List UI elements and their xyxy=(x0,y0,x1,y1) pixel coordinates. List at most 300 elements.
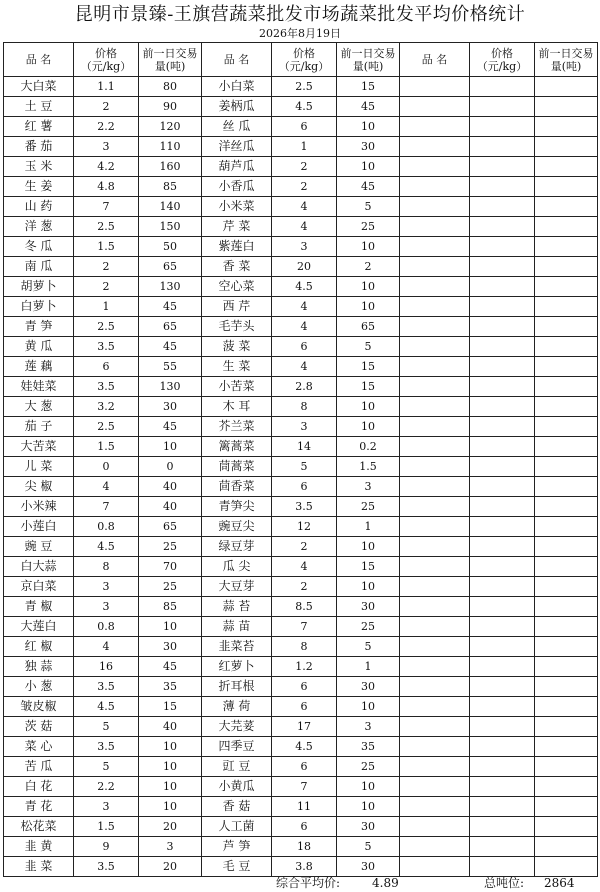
empty-cell xyxy=(535,137,598,157)
cell-volume: 140 xyxy=(139,197,202,217)
table-row xyxy=(4,117,598,137)
cell-volume: 25 xyxy=(337,217,400,237)
cell-volume: 10 xyxy=(337,777,400,797)
table-row xyxy=(4,317,598,337)
cell-price: 3.5 xyxy=(74,677,139,697)
header-volume-2: 前一日交易量(吨) xyxy=(337,43,400,77)
cell-price: 5 xyxy=(74,757,139,777)
table-row xyxy=(4,357,598,377)
cell-name: 小米菜 xyxy=(202,197,272,217)
table-row xyxy=(4,517,598,537)
cell-volume: 2 xyxy=(337,257,400,277)
table-row xyxy=(4,537,598,557)
cell-price: 7 xyxy=(74,497,139,517)
cell-price: 1.5 xyxy=(74,237,139,257)
cell-price: 3 xyxy=(272,237,337,257)
empty-cell xyxy=(470,517,535,537)
cell-price: 2.2 xyxy=(74,117,139,137)
cell-volume: 10 xyxy=(139,617,202,637)
empty-cell xyxy=(535,237,598,257)
empty-cell xyxy=(535,757,598,777)
empty-cell xyxy=(400,737,470,757)
table-row xyxy=(4,857,598,877)
cell-price: 0.8 xyxy=(74,617,139,637)
cell-price: 3.5 xyxy=(74,337,139,357)
empty-cell xyxy=(535,597,598,617)
empty-cell xyxy=(400,117,470,137)
cell-price: 3 xyxy=(74,137,139,157)
empty-cell xyxy=(535,577,598,597)
cell-name: 红萝卜 xyxy=(202,657,272,677)
empty-cell xyxy=(535,377,598,397)
table-row xyxy=(4,797,598,817)
empty-cell xyxy=(400,157,470,177)
empty-cell xyxy=(400,657,470,677)
cell-name: 菜 心 xyxy=(4,737,74,757)
cell-name: 人工菌 xyxy=(202,817,272,837)
cell-price: 12 xyxy=(272,517,337,537)
cell-volume: 40 xyxy=(139,717,202,737)
cell-price: 7 xyxy=(74,197,139,217)
cell-name: 大莲白 xyxy=(4,617,74,637)
table-row xyxy=(4,297,598,317)
empty-cell xyxy=(400,177,470,197)
cell-price: 8 xyxy=(272,637,337,657)
cell-price: 3 xyxy=(74,597,139,617)
empty-cell xyxy=(470,717,535,737)
table-body xyxy=(4,77,598,877)
cell-price: 6 xyxy=(272,477,337,497)
table-row xyxy=(4,397,598,417)
cell-price: 0.8 xyxy=(74,517,139,537)
cell-name: 生 菜 xyxy=(202,357,272,377)
empty-cell xyxy=(400,137,470,157)
cell-volume: 15 xyxy=(337,377,400,397)
cell-volume: 10 xyxy=(337,297,400,317)
cell-price: 5 xyxy=(74,717,139,737)
cell-price: 2 xyxy=(272,537,337,557)
cell-volume: 85 xyxy=(139,177,202,197)
cell-price: 6 xyxy=(272,757,337,777)
cell-volume: 55 xyxy=(139,357,202,377)
cell-price: 1.5 xyxy=(74,817,139,837)
table-row xyxy=(4,577,598,597)
total-tonnage-label: 总吨位: xyxy=(484,876,525,890)
header-name-3: 品 名 xyxy=(400,43,470,77)
empty-cell xyxy=(400,337,470,357)
cell-volume: 15 xyxy=(337,77,400,97)
cell-volume: 25 xyxy=(337,757,400,777)
cell-volume: 5 xyxy=(337,197,400,217)
cell-name: 白 花 xyxy=(4,777,74,797)
cell-price: 3.2 xyxy=(74,397,139,417)
empty-cell xyxy=(535,797,598,817)
cell-volume: 5 xyxy=(337,337,400,357)
cell-volume: 10 xyxy=(139,777,202,797)
empty-cell xyxy=(400,777,470,797)
cell-price: 4 xyxy=(272,197,337,217)
average-price-value: 4.89 xyxy=(372,876,399,890)
cell-name: 小 葱 xyxy=(4,677,74,697)
cell-volume: 3 xyxy=(337,717,400,737)
cell-name: 山 药 xyxy=(4,197,74,217)
cell-volume: 0 xyxy=(139,457,202,477)
cell-price: 6 xyxy=(272,817,337,837)
empty-cell xyxy=(535,297,598,317)
empty-cell xyxy=(535,837,598,857)
empty-cell xyxy=(400,217,470,237)
cell-name: 毛 豆 xyxy=(202,857,272,877)
cell-volume: 10 xyxy=(139,797,202,817)
price-table xyxy=(3,42,598,877)
cell-price: 2.8 xyxy=(272,377,337,397)
table-row xyxy=(4,217,598,237)
cell-name: 胡萝卜 xyxy=(4,277,74,297)
empty-cell xyxy=(400,97,470,117)
cell-volume: 30 xyxy=(337,677,400,697)
cell-name: 毛芋头 xyxy=(202,317,272,337)
cell-name: 韭 菜 xyxy=(4,857,74,877)
cell-volume: 10 xyxy=(337,117,400,137)
empty-cell xyxy=(535,77,598,97)
cell-name: 尖 椒 xyxy=(4,477,74,497)
cell-price: 6 xyxy=(272,337,337,357)
cell-price: 20 xyxy=(272,257,337,277)
cell-price: 17 xyxy=(272,717,337,737)
cell-volume: 70 xyxy=(139,557,202,577)
empty-cell xyxy=(470,277,535,297)
cell-price: 1.2 xyxy=(272,657,337,677)
empty-cell xyxy=(400,817,470,837)
cell-price: 2 xyxy=(272,577,337,597)
cell-name: 土 豆 xyxy=(4,97,74,117)
table-row xyxy=(4,697,598,717)
empty-cell xyxy=(535,117,598,137)
empty-cell xyxy=(400,77,470,97)
cell-price: 2 xyxy=(74,277,139,297)
cell-name: 南 瓜 xyxy=(4,257,74,277)
cell-name: 大 葱 xyxy=(4,397,74,417)
cell-price: 3.5 xyxy=(272,497,337,517)
cell-name: 豌 豆 xyxy=(4,537,74,557)
cell-price: 3 xyxy=(272,417,337,437)
cell-volume: 15 xyxy=(337,357,400,377)
cell-volume: 65 xyxy=(337,317,400,337)
cell-name: 番 茄 xyxy=(4,137,74,157)
cell-price: 4.5 xyxy=(74,537,139,557)
cell-price: 4.5 xyxy=(272,277,337,297)
cell-name: 松花菜 xyxy=(4,817,74,837)
empty-cell xyxy=(400,577,470,597)
cell-price: 4.8 xyxy=(74,177,139,197)
empty-cell xyxy=(535,357,598,377)
cell-volume: 130 xyxy=(139,277,202,297)
cell-volume: 10 xyxy=(337,157,400,177)
cell-volume: 30 xyxy=(337,857,400,877)
empty-cell xyxy=(470,657,535,677)
cell-name: 姜柄瓜 xyxy=(202,97,272,117)
cell-name: 黄 瓜 xyxy=(4,337,74,357)
empty-cell xyxy=(400,317,470,337)
cell-name: 娃娃菜 xyxy=(4,377,74,397)
cell-name: 韭 黄 xyxy=(4,837,74,857)
cell-name: 生 姜 xyxy=(4,177,74,197)
table-row xyxy=(4,497,598,517)
empty-cell xyxy=(470,337,535,357)
empty-cell xyxy=(535,557,598,577)
header-name-2: 品 名 xyxy=(202,43,272,77)
cell-volume: 25 xyxy=(139,577,202,597)
table-row xyxy=(4,337,598,357)
empty-cell xyxy=(535,677,598,697)
empty-cell xyxy=(535,417,598,437)
cell-price: 4.2 xyxy=(74,157,139,177)
cell-price: 3.5 xyxy=(74,857,139,877)
cell-name: 丝 瓜 xyxy=(202,117,272,137)
cell-name: 冬 瓜 xyxy=(4,237,74,257)
table-row xyxy=(4,597,598,617)
cell-volume: 45 xyxy=(139,417,202,437)
empty-cell xyxy=(400,677,470,697)
cell-volume: 5 xyxy=(337,837,400,857)
empty-cell xyxy=(470,637,535,657)
empty-cell xyxy=(400,357,470,377)
table-row xyxy=(4,237,598,257)
cell-volume: 30 xyxy=(337,817,400,837)
cell-volume: 45 xyxy=(337,177,400,197)
cell-price: 11 xyxy=(272,797,337,817)
empty-cell xyxy=(535,177,598,197)
cell-name: 小黄瓜 xyxy=(202,777,272,797)
cell-price: 2 xyxy=(272,157,337,177)
cell-price: 6 xyxy=(272,697,337,717)
cell-price: 4 xyxy=(272,217,337,237)
cell-price: 2 xyxy=(74,97,139,117)
cell-price: 4 xyxy=(272,297,337,317)
empty-cell xyxy=(400,477,470,497)
table-row xyxy=(4,157,598,177)
empty-cell xyxy=(470,817,535,837)
cell-price: 18 xyxy=(272,837,337,857)
cell-volume: 130 xyxy=(139,377,202,397)
empty-cell xyxy=(400,397,470,417)
cell-name: 芦 笋 xyxy=(202,837,272,857)
empty-cell xyxy=(400,597,470,617)
cell-name: 玉 米 xyxy=(4,157,74,177)
cell-name: 蒜 苗 xyxy=(202,617,272,637)
cell-volume: 3 xyxy=(139,837,202,857)
cell-volume: 160 xyxy=(139,157,202,177)
table-row xyxy=(4,97,598,117)
empty-cell xyxy=(470,797,535,817)
empty-cell xyxy=(470,357,535,377)
table-row xyxy=(4,177,598,197)
header-volume-1: 前一日交易量(吨) xyxy=(139,43,202,77)
cell-price: 1.1 xyxy=(74,77,139,97)
cell-name: 韭菜苔 xyxy=(202,637,272,657)
table-row xyxy=(4,457,598,477)
empty-cell xyxy=(400,457,470,477)
empty-cell xyxy=(470,617,535,637)
cell-price: 4 xyxy=(74,477,139,497)
cell-name: 白萝卜 xyxy=(4,297,74,317)
cell-name: 茨 菇 xyxy=(4,717,74,737)
empty-cell xyxy=(470,597,535,617)
empty-cell xyxy=(400,257,470,277)
cell-name: 绿豆芽 xyxy=(202,537,272,557)
cell-name: 红 薯 xyxy=(4,117,74,137)
table-row xyxy=(4,477,598,497)
cell-name: 青 笋 xyxy=(4,317,74,337)
cell-name: 芹 菜 xyxy=(202,217,272,237)
cell-price: 2.5 xyxy=(74,417,139,437)
cell-price: 3 xyxy=(74,577,139,597)
cell-name: 折耳根 xyxy=(202,677,272,697)
cell-name: 小米辣 xyxy=(4,497,74,517)
cell-name: 青笋尖 xyxy=(202,497,272,517)
empty-cell xyxy=(470,837,535,857)
cell-name: 紫莲白 xyxy=(202,237,272,257)
cell-price: 4.5 xyxy=(74,697,139,717)
empty-cell xyxy=(400,417,470,437)
cell-price: 0 xyxy=(74,457,139,477)
empty-cell xyxy=(400,537,470,557)
table-row xyxy=(4,617,598,637)
cell-price: 1 xyxy=(272,137,337,157)
empty-cell xyxy=(400,557,470,577)
cell-name: 白大蒜 xyxy=(4,557,74,577)
empty-cell xyxy=(535,637,598,657)
cell-price: 4 xyxy=(272,317,337,337)
empty-cell xyxy=(400,637,470,657)
cell-volume: 15 xyxy=(139,697,202,717)
cell-name: 薄 荷 xyxy=(202,697,272,717)
cell-name: 菠 菜 xyxy=(202,337,272,357)
empty-cell xyxy=(470,457,535,477)
empty-cell xyxy=(535,657,598,677)
empty-cell xyxy=(470,757,535,777)
table-row xyxy=(4,77,598,97)
cell-volume: 10 xyxy=(337,797,400,817)
table-row xyxy=(4,657,598,677)
cell-price: 8 xyxy=(272,397,337,417)
cell-volume: 10 xyxy=(139,737,202,757)
empty-cell xyxy=(470,177,535,197)
cell-volume: 110 xyxy=(139,137,202,157)
empty-cell xyxy=(470,737,535,757)
table-row xyxy=(4,837,598,857)
empty-cell xyxy=(535,457,598,477)
empty-cell xyxy=(470,317,535,337)
table-row xyxy=(4,277,598,297)
empty-cell xyxy=(535,337,598,357)
empty-cell xyxy=(470,157,535,177)
empty-cell xyxy=(470,77,535,97)
empty-cell xyxy=(535,537,598,557)
empty-cell xyxy=(470,217,535,237)
cell-volume: 5 xyxy=(337,637,400,657)
cell-price: 7 xyxy=(272,617,337,637)
empty-cell xyxy=(470,497,535,517)
empty-cell xyxy=(470,557,535,577)
cell-volume: 30 xyxy=(337,137,400,157)
empty-cell xyxy=(470,697,535,717)
table-row xyxy=(4,677,598,697)
empty-cell xyxy=(535,697,598,717)
empty-cell xyxy=(535,717,598,737)
empty-cell xyxy=(535,817,598,837)
empty-cell xyxy=(470,777,535,797)
cell-name: 莲 藕 xyxy=(4,357,74,377)
table-row xyxy=(4,717,598,737)
cell-volume: 35 xyxy=(337,737,400,757)
table-row xyxy=(4,777,598,797)
empty-cell xyxy=(535,397,598,417)
cell-volume: 90 xyxy=(139,97,202,117)
cell-name: 芥兰菜 xyxy=(202,417,272,437)
cell-name: 独 蒜 xyxy=(4,657,74,677)
cell-price: 2.5 xyxy=(74,317,139,337)
header-volume-3: 前一日交易量(吨) xyxy=(535,43,598,77)
empty-cell xyxy=(400,857,470,877)
empty-cell xyxy=(470,377,535,397)
empty-cell xyxy=(535,857,598,877)
cell-name: 苦 瓜 xyxy=(4,757,74,777)
cell-price: 2.2 xyxy=(74,777,139,797)
empty-cell xyxy=(470,297,535,317)
cell-volume: 1.5 xyxy=(337,457,400,477)
cell-price: 4 xyxy=(74,637,139,657)
cell-price: 4.5 xyxy=(272,97,337,117)
cell-name: 皱皮椒 xyxy=(4,697,74,717)
table-row xyxy=(4,557,598,577)
cell-volume: 45 xyxy=(139,337,202,357)
cell-volume: 10 xyxy=(337,397,400,417)
cell-name: 大豆芽 xyxy=(202,577,272,597)
table-row xyxy=(4,377,598,397)
cell-name: 洋 葱 xyxy=(4,217,74,237)
cell-volume: 10 xyxy=(139,437,202,457)
empty-cell xyxy=(400,297,470,317)
empty-cell xyxy=(400,277,470,297)
cell-price: 4.5 xyxy=(272,737,337,757)
cell-volume: 1 xyxy=(337,517,400,537)
empty-cell xyxy=(470,257,535,277)
empty-cell xyxy=(535,477,598,497)
cell-price: 6 xyxy=(74,357,139,377)
cell-name: 小莲白 xyxy=(4,517,74,537)
cell-volume: 45 xyxy=(337,97,400,117)
cell-price: 8 xyxy=(74,557,139,577)
cell-volume: 45 xyxy=(139,657,202,677)
cell-name: 木 耳 xyxy=(202,397,272,417)
empty-cell xyxy=(535,317,598,337)
cell-volume: 35 xyxy=(139,677,202,697)
cell-name: 篱蒿菜 xyxy=(202,437,272,457)
empty-cell xyxy=(470,437,535,457)
cell-name: 西 芹 xyxy=(202,297,272,317)
cell-name: 大芫荽 xyxy=(202,717,272,737)
table-row xyxy=(4,817,598,837)
cell-price: 2.5 xyxy=(74,217,139,237)
cell-name: 蒜 苔 xyxy=(202,597,272,617)
cell-volume: 120 xyxy=(139,117,202,137)
empty-cell xyxy=(535,517,598,537)
cell-volume: 20 xyxy=(139,857,202,877)
empty-cell xyxy=(470,417,535,437)
empty-cell xyxy=(470,97,535,117)
cell-price: 14 xyxy=(272,437,337,457)
